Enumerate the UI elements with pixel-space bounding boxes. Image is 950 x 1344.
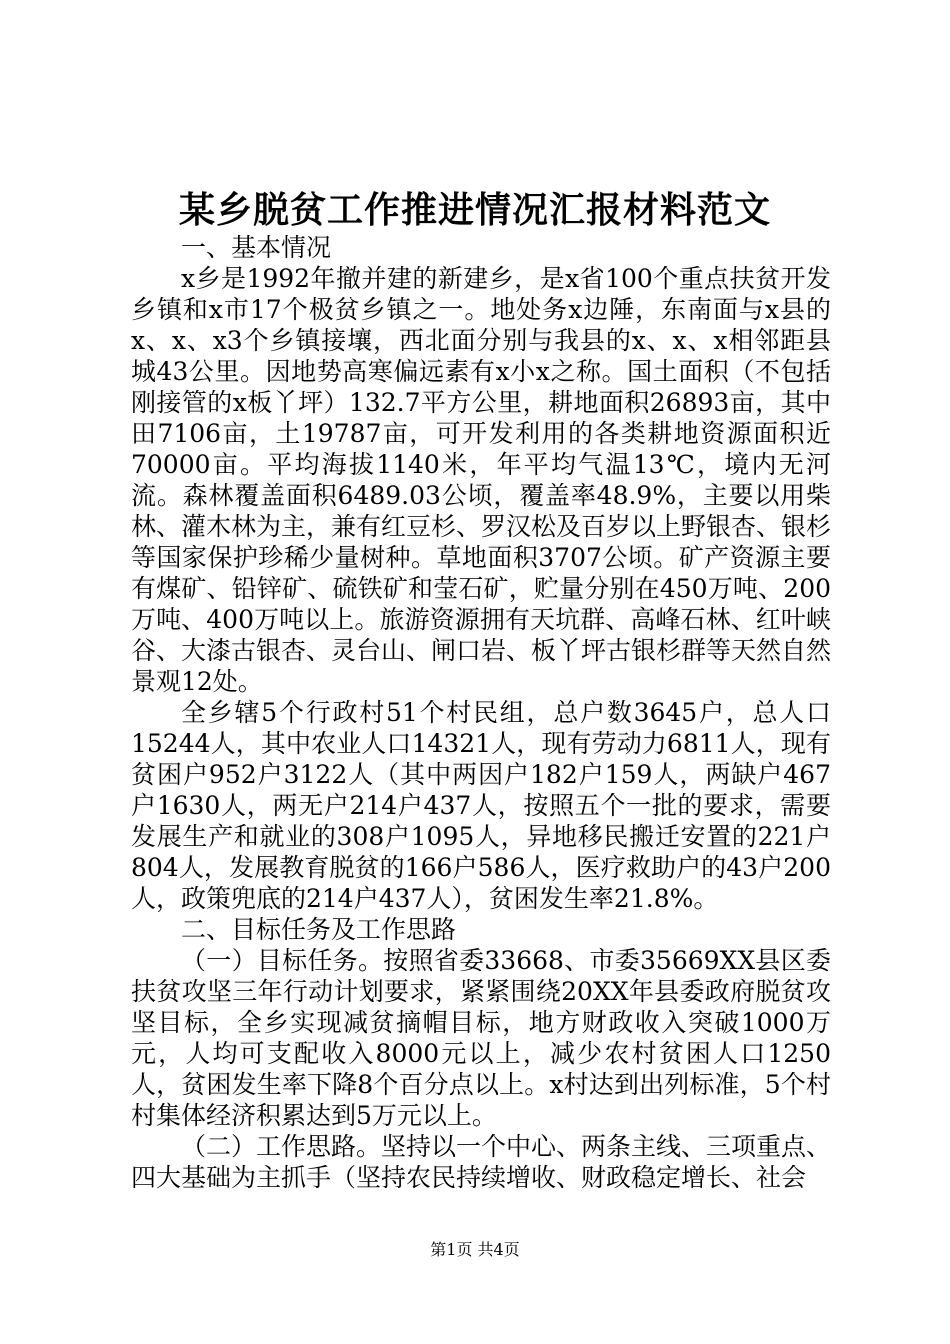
paragraph-work-ideas: （二）工作思路。坚持以一个中心、两条主线、三项重点、四大基础为主抓手（坚持农民持续增收、财政稳定增长、社会 [131,1132,832,1192]
document-body [131,232,831,1193]
document-title: 某乡脱贫工作推进情况汇报材料范文 [178,189,771,231]
paragraph-goal-tasks: （一）目标任务。按照省委33668、市委35669XX县区委扶贫攻坚三年行动计划要求，紧紧围绕20XX年县委政府脱贫攻坚目标，全乡实现减贫摘帽目标，地方财政收入突破1000万元，人均可支配收入8000元以上，减少农村贫困人口1250人，贫困发生率下降8个百分点以上。x村达到出列标准，5个村村集体经济积累达到5万元以上。 [131,946,831,1130]
paragraph-population: 全乡辖5个行政村51个村民组，总户数3645户，总人口15244人，其中农业人口14321人，现有劳动力6811人，现有贫困户952户3122人（其中两因户182户159人，两缺户467户1630人，两无户214户437人，按照五个一批的要求，需要发展生产和就业的308户1095人，异地移民搬迁安置的221户804人，发展教育脱贫的166户586人，医疗救助户的43户200人，政策兜底的214户437人），贫困发生率21.8%。 [131,698,831,913]
section-heading-basic-info: 一、基本情况 [181,233,332,262]
paragraph-overview: x乡是1992年撤并建的新建乡，是x省100个重点扶贫开发乡镇和x市17个极贫乡镇之一。地处务x边陲，东南面与x县的x、x、x3个乡镇接壤，西北面分别与我县的x、x、x相邻距县城43公里。因地势高寒偏远素有x小x之称。国土面积（不包括刚接管的x板丫坪）132.7平方公里，耕地面积26893亩，其中田7106亩，土19787亩，可开发利用的各类耕地资源面积近70000亩。平均海拔1140米，年平均气温13℃，境内无河流。森林覆盖面积6489.03公顷，覆盖率48.9%，主要以用柴林、灌木林为主，兼有红豆杉、罗汉松及百岁以上野银杏、银杉等国家保护珍稀少量树种。草地面积3707公顷。矿产资源主要有煤矿、铅锌矿、硫铁矿和莹石矿，贮量分别在450万吨、200万吨、400万吨以上。旅游资源拥有天坑群、高峰石林、红叶峡谷、大漆古银杏、灵台山、闸口岩、板丫坪古银杉群等天然自然景观12处。 [131,264,832,696]
page-number-footer: 第1页 共4页 [430,1240,520,1259]
section-heading-goals: 二、目标任务及工作思路 [181,915,457,944]
